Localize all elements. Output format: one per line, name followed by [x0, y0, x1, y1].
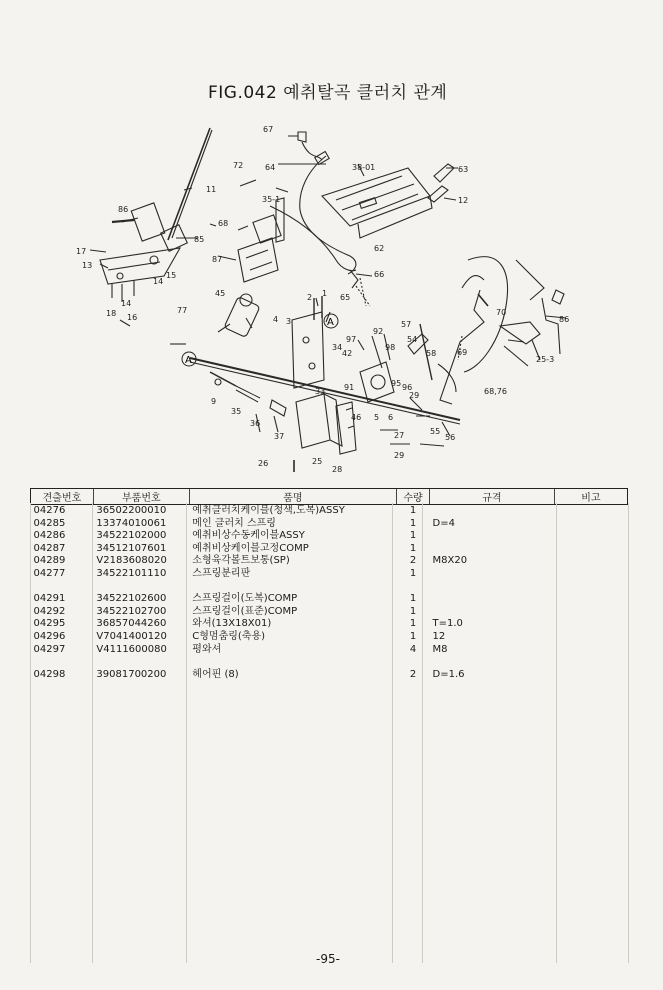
- cell-code: 04287: [33, 542, 66, 554]
- callout-number: 86: [559, 315, 570, 324]
- table-column-divider: [556, 503, 557, 963]
- cell-name: 스프링분리판: [192, 567, 251, 579]
- cell-spec: [430, 568, 555, 581]
- callout-number: 3: [286, 317, 292, 326]
- table-column-divider: [628, 503, 629, 963]
- cell-spec: [430, 581, 555, 594]
- cell-name: 와셔(13X18X01): [192, 618, 272, 630]
- callout-number: 15: [166, 271, 177, 280]
- header-part-number: 부품번호: [93, 489, 189, 505]
- callout-number: 17: [76, 247, 87, 256]
- cell-spec: [430, 505, 555, 518]
- table-row: [31, 581, 628, 594]
- table-row: [31, 543, 628, 556]
- cell-qty: 1: [409, 630, 417, 642]
- cell-part-no: V2183608020: [96, 555, 167, 567]
- callout-number: 62: [374, 244, 385, 253]
- table-header-row: [31, 489, 628, 505]
- callout-number: 91: [344, 383, 355, 392]
- cell-spec: M8X20: [432, 555, 468, 567]
- cell-name: 헤어핀 (8): [192, 668, 239, 680]
- callout-number: 68,76: [484, 387, 507, 396]
- cell-code: 04296: [33, 630, 66, 642]
- callout-number: 56: [445, 433, 456, 442]
- cell-qty: 1: [409, 530, 417, 542]
- callout-number: 1: [322, 289, 328, 298]
- figure-title: FIG.042 예취탈곡 클러치 관계: [208, 83, 448, 103]
- cell-code: 04292: [33, 605, 66, 617]
- table-row: [31, 568, 628, 581]
- cell-spec: [430, 656, 555, 669]
- cell-code: [31, 581, 94, 594]
- callout-number: 9: [211, 397, 217, 406]
- cell-qty: 2: [409, 555, 417, 567]
- callout-number: 58: [426, 349, 437, 358]
- cell-remark: [554, 505, 627, 518]
- cell-part-no: 34522102000: [96, 530, 167, 542]
- callout-number: 16: [127, 313, 138, 322]
- callout-number: 45: [215, 289, 226, 298]
- cell-code: 04285: [33, 517, 66, 529]
- callout-number: 68: [218, 219, 229, 228]
- callout-number: 65: [340, 293, 351, 302]
- cell-remark: [554, 593, 627, 606]
- cell-qty: [397, 581, 430, 594]
- cell-remark: [554, 669, 627, 682]
- cell-part-no: 36502200010: [96, 505, 167, 516]
- cell-name: [189, 581, 396, 594]
- header-index-number: 견출번호: [31, 489, 94, 505]
- callout-number: 96: [402, 383, 413, 392]
- callout-number: 38-01: [352, 163, 376, 172]
- table-column-divider: [392, 503, 393, 963]
- cell-spec: [430, 606, 555, 619]
- callout-number: 63: [458, 165, 469, 174]
- callout-number: 95: [391, 379, 402, 388]
- table-row: [31, 530, 628, 543]
- cell-spec: M8: [432, 643, 448, 655]
- cell-name: C형멈춤링(축용): [192, 630, 266, 642]
- cell-qty: 1: [409, 517, 417, 529]
- detail-marker-a: [324, 314, 338, 328]
- cell-code: 04291: [33, 593, 66, 605]
- table-column-divider: [422, 503, 423, 963]
- header-specification: 규격: [430, 489, 555, 505]
- cell-code: 04286: [33, 530, 66, 542]
- cell-spec: [430, 530, 555, 543]
- callout-number: 14: [121, 299, 132, 308]
- callout-number: 35-1: [262, 195, 281, 204]
- cell-remark: [554, 555, 627, 568]
- page-number: -95-: [316, 952, 340, 966]
- table-row: [31, 656, 628, 669]
- cell-remark: [554, 581, 627, 594]
- callout-number: 64: [265, 163, 276, 172]
- callout-number: 36: [250, 419, 261, 428]
- cell-qty: 1: [409, 605, 417, 617]
- cell-part-no: V4111600080: [96, 643, 167, 655]
- parts-list-table: [30, 488, 628, 681]
- cell-spec: [430, 543, 555, 556]
- table-row: [31, 606, 628, 619]
- cell-code: 04295: [33, 618, 66, 630]
- callout-number: 69: [457, 348, 468, 357]
- callout-number: 92: [373, 327, 384, 336]
- table-row: [31, 505, 628, 518]
- cell-spec: D=1.6: [432, 668, 465, 680]
- callout-number: 35: [231, 407, 242, 416]
- cell-part-no: 39081700200: [96, 668, 167, 680]
- cell-remark: [554, 656, 627, 669]
- cell-qty: 1: [409, 505, 417, 516]
- cell-qty: 1: [409, 567, 417, 579]
- callout-number: 33: [315, 387, 326, 396]
- cell-qty: 1: [409, 542, 417, 554]
- callout-number: 66: [374, 270, 385, 279]
- table-row: [31, 555, 628, 568]
- cell-name: [189, 656, 396, 669]
- table-column-divider: [30, 503, 31, 963]
- callout-number: 98: [385, 343, 396, 352]
- cell-part-no: 34522101110: [96, 567, 167, 579]
- cell-name: 소형육각볼트보통(SP): [192, 555, 290, 567]
- callout-number: 18: [106, 309, 117, 318]
- callout-number: 5: [374, 413, 380, 422]
- cell-code: 04297: [33, 643, 66, 655]
- cell-qty: [397, 656, 430, 669]
- cell-remark: [554, 530, 627, 543]
- cell-name: 예취클러치케이블(청색,도복)ASSY: [192, 505, 345, 516]
- cell-remark: [554, 543, 627, 556]
- table-row: [31, 593, 628, 606]
- callout-number: 2: [307, 293, 313, 302]
- cell-spec: 12: [432, 630, 446, 642]
- cell-spec: [430, 593, 555, 606]
- header-part-name: 품명: [189, 489, 396, 505]
- cell-qty: 4: [409, 643, 417, 655]
- cell-name: 스프링걸이(표준)COMP: [192, 605, 298, 617]
- cell-remark: [554, 518, 627, 531]
- cell-name: 평와셔: [192, 643, 222, 655]
- cell-code: 04277: [33, 567, 66, 579]
- cell-remark: [554, 606, 627, 619]
- cell-code: 04298: [33, 668, 66, 680]
- cell-name: 예취비상케이블고정COMP: [192, 542, 309, 554]
- cell-part-no: [93, 656, 189, 669]
- callout-number: 57: [401, 320, 412, 329]
- callout-number: 97: [346, 335, 357, 344]
- callout-number: 29: [394, 451, 405, 460]
- callout-number: 54: [407, 335, 418, 344]
- callout-number: 25-3: [536, 355, 555, 364]
- callout-number: 25: [312, 457, 323, 466]
- cell-name: 스프링걸이(도복)COMP: [192, 593, 298, 605]
- callout-number: 29: [409, 391, 420, 400]
- cell-qty: 1: [409, 593, 417, 605]
- cell-name: 예취비상수동케이블ASSY: [192, 530, 305, 542]
- callout-number: 28: [332, 465, 343, 474]
- cell-part-no: V7041400120: [96, 630, 167, 642]
- callout-number: 42: [342, 349, 353, 358]
- callout-number: 26: [258, 459, 269, 468]
- cell-name: 메인 클러치 스프링: [192, 517, 276, 529]
- diagram-svg: [60, 110, 620, 480]
- callout-number: 67: [263, 125, 274, 134]
- cell-part-no: 34512107601: [96, 542, 167, 554]
- callout-number: 55: [430, 427, 441, 436]
- cell-qty: 1: [409, 618, 417, 630]
- callout-number: 4: [273, 315, 279, 324]
- cell-spec: D=4: [432, 517, 455, 529]
- table-row: [31, 618, 628, 631]
- callout-number: 85: [194, 235, 205, 244]
- cell-code: 04289: [33, 555, 66, 567]
- cell-qty: 2: [409, 668, 417, 680]
- header-quantity: 수량: [397, 489, 430, 505]
- cell-remark: [554, 644, 627, 657]
- table-row: [31, 644, 628, 657]
- cell-part-no: 13374010061: [96, 517, 167, 529]
- cell-code: [31, 656, 94, 669]
- callout-number: 12: [458, 196, 469, 205]
- callout-number: 87: [212, 255, 223, 264]
- diagram-linework: [90, 128, 566, 472]
- table-row: [31, 631, 628, 644]
- callout-number: 70: [496, 308, 507, 317]
- callout-number: 34: [332, 343, 343, 352]
- svg-text:A: A: [327, 317, 334, 328]
- cell-part-no: [93, 581, 189, 594]
- header-remarks: 비고: [554, 489, 627, 505]
- cell-part-no: 36857044260: [96, 618, 167, 630]
- cell-remark: [554, 618, 627, 631]
- cell-part-no: 34522102600: [96, 593, 167, 605]
- table-row: [31, 669, 628, 682]
- callout-number: 13: [82, 261, 93, 270]
- cell-remark: [554, 631, 627, 644]
- table-column-divider: [186, 503, 187, 963]
- cell-spec: T=1.0: [432, 618, 463, 630]
- table-row: [31, 518, 628, 531]
- callout-number: 46: [351, 413, 362, 422]
- callout-number: 77: [177, 306, 188, 315]
- callout-number: 72: [233, 161, 244, 170]
- callout-number: 27: [394, 431, 405, 440]
- callout-number: 6: [388, 413, 394, 422]
- callout-number: 86: [118, 205, 129, 214]
- cell-code: 04276: [33, 505, 66, 516]
- cell-remark: [554, 568, 627, 581]
- table-column-divider: [92, 503, 93, 963]
- callout-number: 11: [206, 185, 217, 194]
- svg-text:A: A: [185, 355, 192, 366]
- callout-number: 14: [153, 277, 164, 286]
- cell-part-no: 34522102700: [96, 605, 167, 617]
- exploded-parts-diagram: [60, 110, 620, 480]
- callout-number: 37: [274, 432, 285, 441]
